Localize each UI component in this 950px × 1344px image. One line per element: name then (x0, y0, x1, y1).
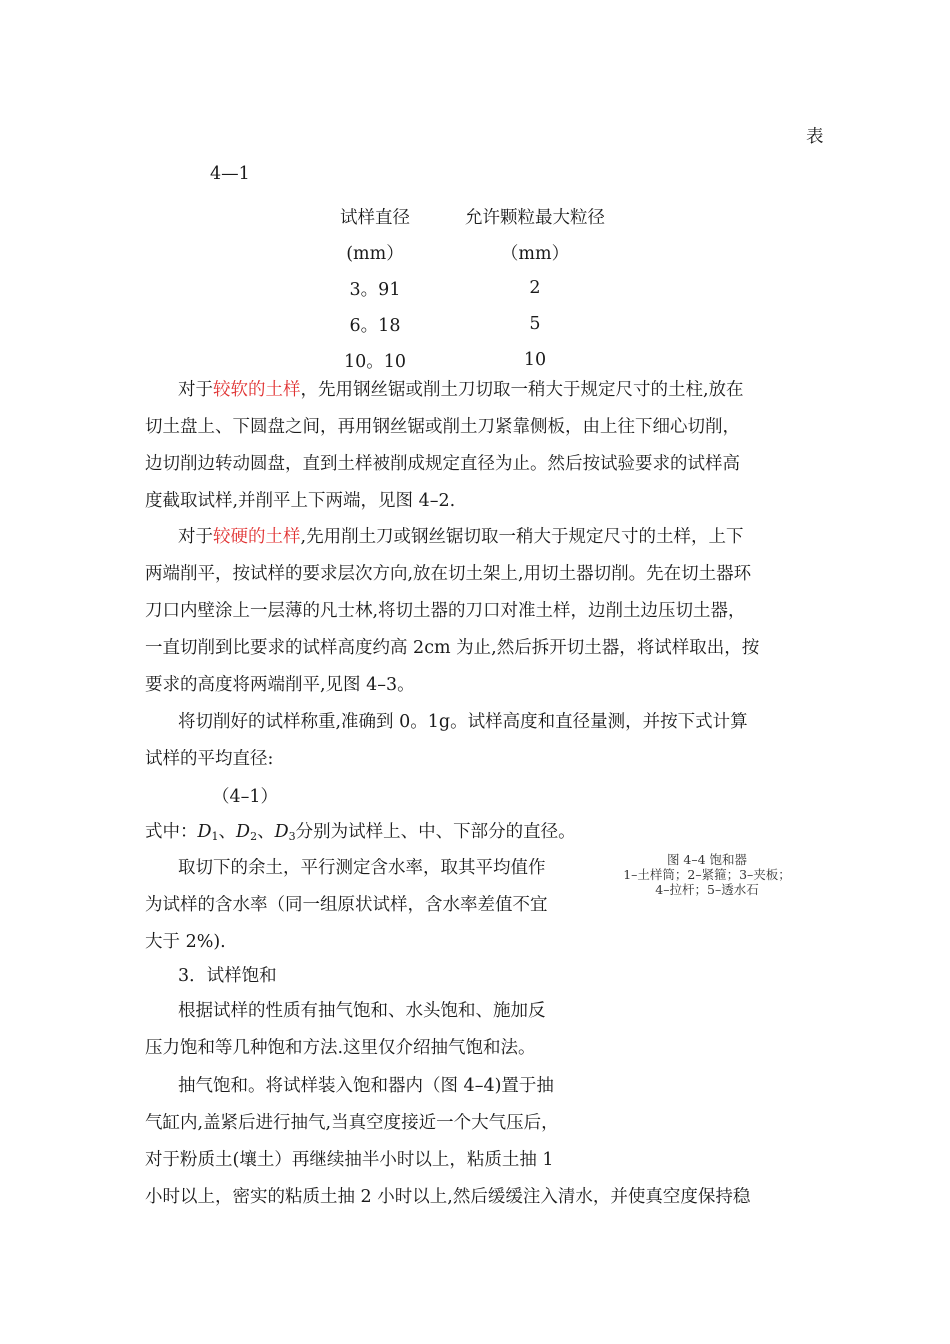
paragraph-hard-soil (145, 519, 759, 704)
text: 、 (257, 822, 275, 842)
paragraph-line (145, 519, 759, 556)
table-unit-cell: （mm） (500, 243, 570, 264)
table-unit-cell: (mm） (346, 243, 404, 264)
subscript: 1 (211, 830, 219, 843)
paragraph-line: 切土盘上、下圆盘之间，再用钢丝锯或削土刀紧靠侧板，由上往下细心切削， (145, 417, 740, 437)
figure-caption-line: 4–拉杆；5–透水石 (655, 882, 759, 897)
table-header-cell: 试样直径 (340, 207, 410, 228)
paragraph-line: 一直切削到比要求的试样高度约高 2cm 为止,然后拆开切土器，将试样取出，按 (145, 638, 760, 658)
paragraph-line: 边切削边转动圆盘，直到土样被削成规定直径为止。然后按试验要求的试样高 (145, 454, 740, 474)
table-units-row (300, 234, 640, 270)
paragraph-weighing (145, 704, 748, 778)
paragraph-line: 大于 2%). (145, 932, 226, 952)
paragraph-line (145, 372, 744, 409)
figure-caption (612, 852, 802, 897)
paragraph-line: 抽气饱和。将试样装入饱和器内（图 4–4)置于抽 (178, 1076, 554, 1096)
table-cell: 5 (529, 314, 541, 334)
table-row (300, 270, 640, 306)
paragraph-line: 根据试样的性质有抽气饱和、水头饱和、施加反 (178, 1001, 546, 1021)
table-cell: 6。18 (349, 315, 401, 336)
paragraph-line: 压力饱和等几种饱和方法.这里仅介绍抽气饱和法。 (145, 1038, 536, 1058)
paragraph-line: 小时以上，密实的粘质土抽 2 小时以上,然后缓缓注入清水，并使真空度保持稳 (145, 1187, 751, 1207)
formula-description (145, 820, 576, 849)
table-label-word: 表 (806, 127, 824, 147)
paragraph-soft-soil (145, 372, 744, 520)
text: 、 (218, 822, 237, 842)
variable: D (197, 822, 212, 842)
table-cell: 2 (529, 278, 541, 298)
paragraph-line: 要求的高度将两端削平,见图 4–3。 (145, 675, 415, 695)
table-header-row (300, 198, 640, 234)
paragraph-moisture (145, 850, 548, 961)
variable: D (274, 822, 289, 842)
table-row (300, 306, 640, 342)
table-cell: 10 (523, 350, 547, 370)
paragraph-line: 取切下的余土，平行测定含水率，取其平均值作 (178, 858, 546, 878)
table-cell: 3。91 (349, 279, 401, 300)
paragraph-line: 对于粉质土(壤土）再继续抽半小时以上，粘质土抽 1 (145, 1150, 554, 1170)
subscript: 2 (250, 830, 258, 843)
paragraph-line: 气缸内,盖紧后进行抽气,当真空度接近一个大气压后， (145, 1113, 559, 1133)
variable: D (236, 822, 251, 842)
text: ,先用削土刀或钢丝锯切取一稍大于规定尺寸的土样，上下 (300, 527, 744, 547)
paragraph-line: 两端削平，按试样的要求层次方向,放在切土架上,用切土器切削。先在切土器环 (145, 564, 752, 584)
text: 对于 (178, 527, 213, 547)
paragraph-line: 度截取试样,并削平上下两端，见图 4–2. (145, 491, 456, 511)
paragraph-line: 刀口内壁涂上一层薄的凡士林,将切土器的刀口对准土样，边削土边压切土器， (145, 601, 746, 621)
paragraph-line: 试样的平均直径: (145, 749, 274, 769)
figure-caption-line: 1–土样筒；2–紧箍；3–夹板； (623, 867, 791, 882)
text: 分别为试样上、中、下部分的直径。 (295, 822, 576, 842)
section-heading: 3．试样饱和 (178, 966, 277, 986)
figure-caption-title: 图 4–4 饱和器 (666, 852, 748, 867)
formula-number: （4–1） (212, 787, 279, 807)
subscript: 3 (288, 830, 296, 843)
text: 式中： (145, 822, 198, 842)
particle-size-table (300, 198, 640, 378)
table-cell: 10。10 (343, 351, 407, 372)
paragraph-vacuum-saturation (145, 1068, 750, 1216)
highlight-text: 较硬的土样 (213, 527, 301, 547)
paragraph-saturation-methods (145, 993, 546, 1067)
text: 对于 (178, 380, 213, 400)
highlight-text: 较软的土样 (213, 380, 301, 400)
table-number: 4—1 (210, 164, 250, 184)
text: ，先用钢丝锯或削土刀切取一稍大于规定尺寸的土柱,放在 (300, 380, 744, 400)
paragraph-line: 为试样的含水率（同一组原状试样，含水率差值不宜 (145, 895, 548, 915)
table-header-cell: 允许颗粒最大粒径 (465, 207, 605, 228)
paragraph-line: 将切削好的试样称重,准确到 0。1g。试样高度和直径量测，并按下式计算 (178, 712, 748, 732)
